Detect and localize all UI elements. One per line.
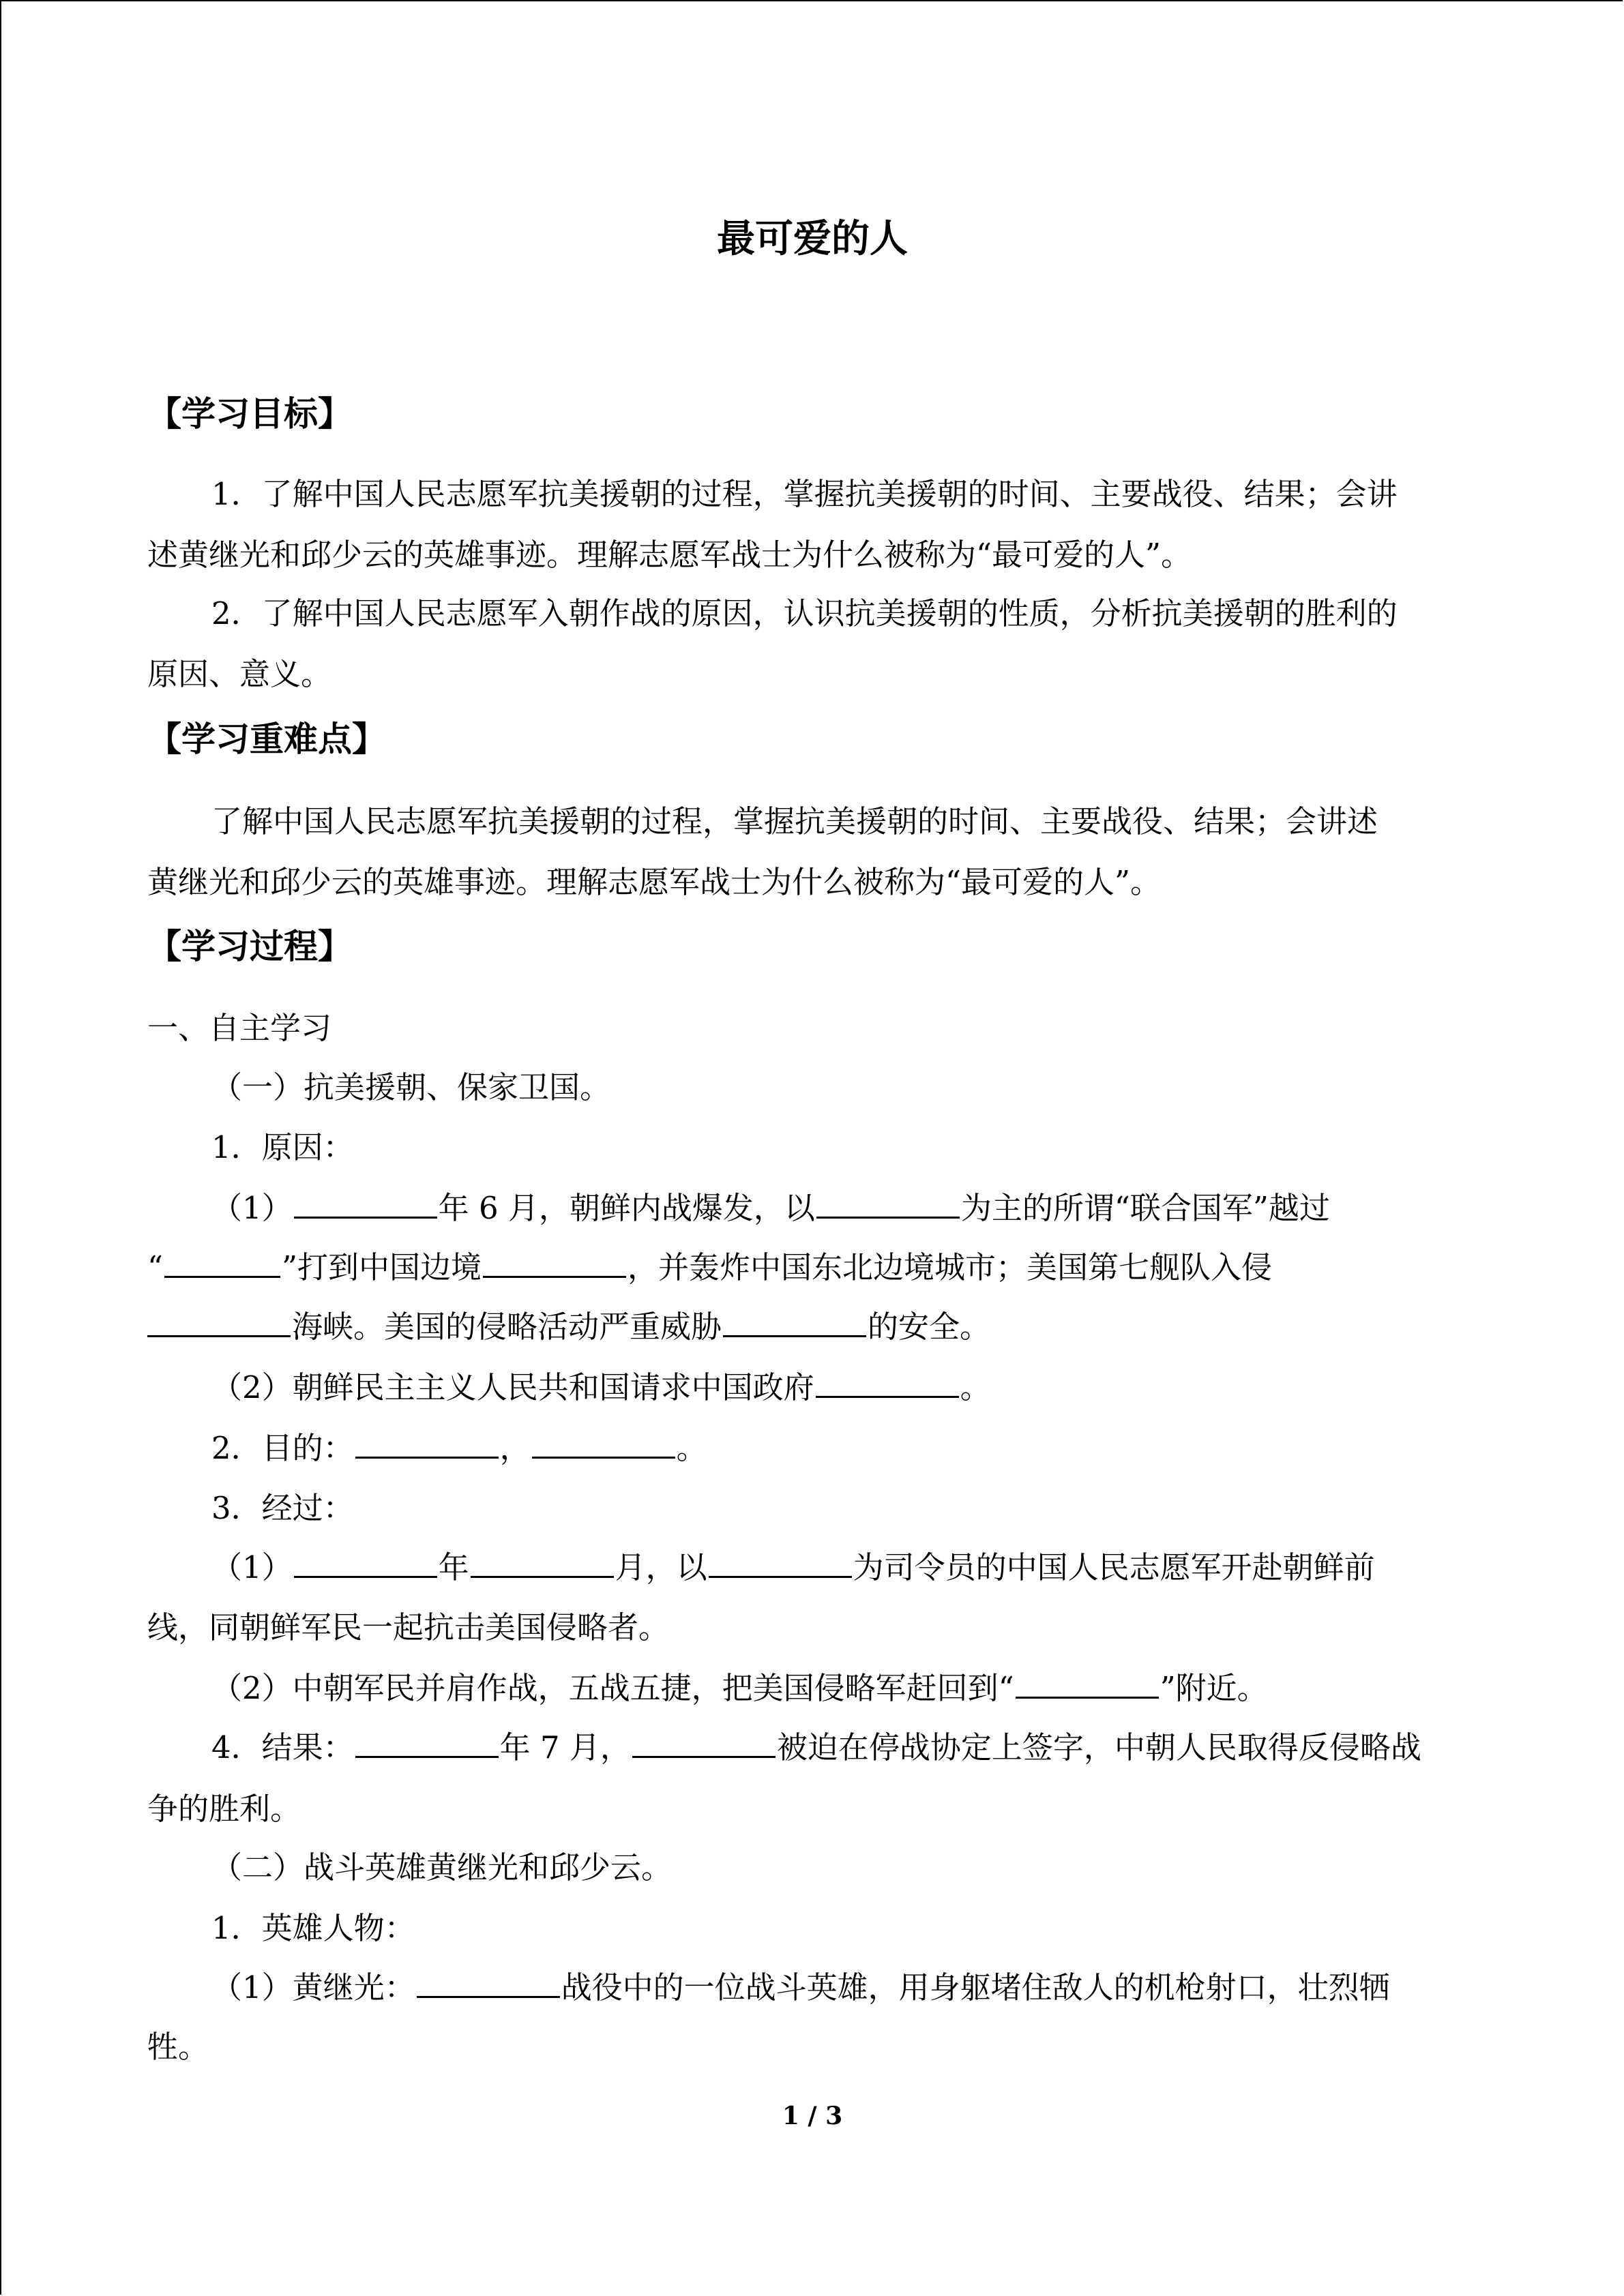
reason-question-1-line-1: （1） 年 6 月，朝鲜内战爆发，以 为主的所谓“联合国军”越过	[211, 1190, 1330, 1226]
goal-item-1-line-1: 1．了解中国人民志愿军抗美援朝的过程，掌握抗美援朝的时间、主要战役、结果；会讲	[211, 476, 1398, 512]
fill-blank[interactable]	[294, 1549, 437, 1578]
fill-blank[interactable]	[294, 1189, 437, 1219]
fill-blank[interactable]	[164, 1249, 280, 1278]
key-points-line-2: 黄继光和邱少云的英雄事迹。理解志愿军战士为什么被称为“最可爱的人”。	[147, 864, 1162, 900]
page-title: 最可爱的人	[717, 216, 908, 261]
hero-label: 1．英雄人物：	[211, 1910, 415, 1946]
course-label: 3．经过：	[211, 1490, 354, 1526]
reason-question-1-line-3: 海峡。美国的侵略活动严重威胁 的安全。	[147, 1305, 1477, 1349]
fill-blank[interactable]	[147, 1308, 291, 1337]
fill-blank[interactable]	[417, 1969, 560, 1998]
fill-blank[interactable]	[1016, 1669, 1159, 1699]
fill-blank[interactable]	[471, 1549, 614, 1578]
course-question-2: （2）中朝军民并肩作战，五战五捷，把美国侵略军赶回到“ ”附近。	[211, 1670, 1268, 1706]
fill-blank[interactable]	[816, 1189, 960, 1219]
heading-learning-goals: 【学习目标】	[147, 393, 352, 434]
heading-key-points: 【学习重难点】	[147, 719, 386, 759]
reason-question-1-line-2: “ ”打到中国边境 ，并轰炸中国东北边境城市；美国第七舰队入侵	[147, 1249, 1273, 1285]
page-number: 1 / 3	[782, 2102, 843, 2130]
fill-blank[interactable]	[483, 1249, 626, 1278]
result-question-line-2: 争的胜利。	[147, 1791, 301, 1827]
result-question-line-1: 4．结果： 年 7 月， 被迫在停战协定上签字，中朝人民取得反侵略战	[211, 1729, 1421, 1765]
key-points-line-1: 了解中国人民志愿军抗美援朝的过程，掌握抗美援朝的时间、主要战役、结果；会讲述	[211, 803, 1378, 839]
subsection-resist-us-aid-korea: （一）抗美援朝、保家卫国。	[211, 1069, 611, 1105]
goal-item-2-line-1: 2．了解中国人民志愿军入朝作战的原因，认识抗美援朝的性质，分析抗美援朝的胜利的	[211, 595, 1398, 631]
fill-blank[interactable]	[632, 1729, 776, 1758]
fill-blank[interactable]	[532, 1429, 675, 1459]
hero-question-1-line-1: （1）黄继光： 战役中的一位战斗英雄，用身躯堵住敌人的机枪射口，壮烈牺	[211, 1969, 1390, 2006]
reason-label: 1．原因：	[211, 1129, 354, 1165]
goal-question: 2．目的： ， 。	[211, 1430, 707, 1466]
fill-blank[interactable]	[816, 1369, 959, 1398]
fill-blank[interactable]	[355, 1429, 499, 1459]
hero-question-1-line-2: 牲。	[147, 2029, 209, 2065]
course-question-1-line-2: 线，同朝鲜军民一起抗击美国侵略者。	[147, 1609, 670, 1645]
heading-learning-process: 【学习过程】	[147, 926, 352, 966]
goal-item-2-line-2: 原因、意义。	[147, 656, 332, 692]
reason-question-2: （2）朝鲜民主主义人民共和国请求中国政府 。	[211, 1369, 991, 1405]
fill-blank[interactable]	[709, 1549, 852, 1578]
fill-blank[interactable]	[723, 1308, 866, 1337]
goal-item-1-line-2: 述黄继光和邱少云的英雄事迹。理解志愿军战士为什么被称为“最可爱的人”。	[147, 537, 1192, 573]
course-question-1-line-1: （1） 年 月，以 为司令员的中国人民志愿军开赴朝鲜前	[211, 1549, 1375, 1585]
subsection-heroes: （二）战斗英雄黄继光和邱少云。	[211, 1849, 673, 1885]
part-self-study: 一、自主学习	[147, 1010, 332, 1046]
fill-blank[interactable]	[355, 1729, 499, 1758]
